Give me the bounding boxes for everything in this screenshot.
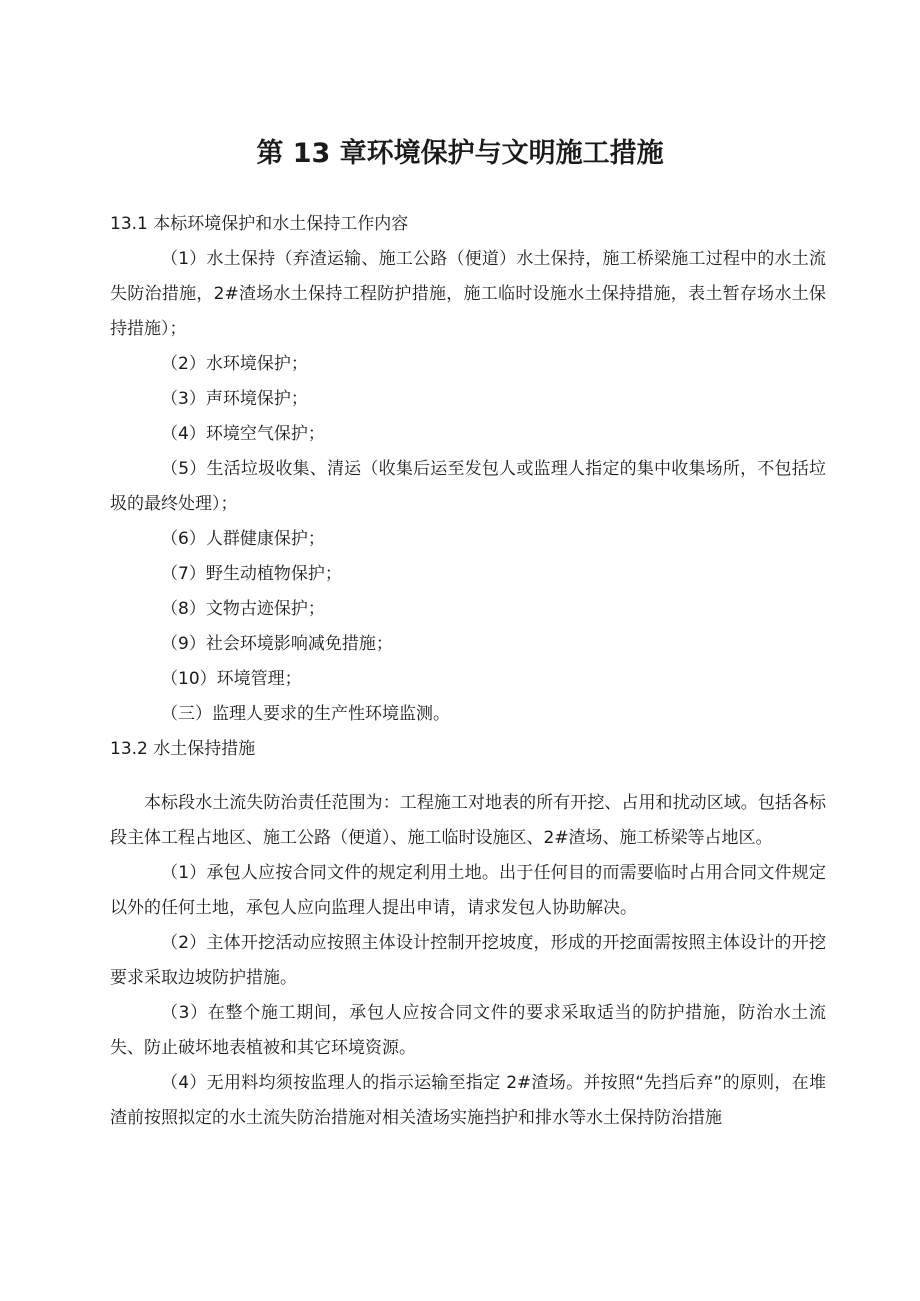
list-item: （4）环境空气保护； bbox=[161, 424, 325, 444]
list-item: （8）文物古迹保护； bbox=[161, 599, 325, 619]
paragraph: 本标段水土流失防治责任范围为：工程施工对地表的所有开挖、占用和扰动区域。包括各标段主体工程占地区、施工公路（便道）、施工临时设施区、2#渣场、施工桥梁等占地区。 bbox=[110, 793, 826, 848]
list-item: （10）环境管理； bbox=[161, 669, 302, 689]
list-item: （3）在整个施工期间，承包人应按合同文件的要求采取适当的防护措施，防治水土流失、防止破坏地表植被和其它环境资源。 bbox=[110, 1003, 826, 1058]
list-item: （2）主体开挖活动应按照主体设计控制开挖坡度，形成的开挖面需按照主体设计的开挖要求采取边坡防护措施。 bbox=[110, 933, 826, 988]
section-heading: 13.2 水土保持措施 bbox=[110, 739, 256, 759]
list-item: （1）水土保持（弃渣运输、施工公路（便道）水土保持，施工桥梁施工过程中的水土流失防治措施，2#渣场水土保持工程防护措施，施工临时设施水土保持措施，表土暂存场水土保持措施）； bbox=[110, 249, 826, 339]
list-item: （3）声环境保护； bbox=[161, 389, 308, 409]
document-title: 第 13 章环境保护与文明施工措施 bbox=[256, 138, 664, 169]
list-item: （三）监理人要求的生产性环境监测。 bbox=[161, 704, 450, 724]
list-item: （9）社会环境影响减免措施； bbox=[161, 634, 393, 654]
list-item: （1）承包人应按合同文件的规定利用土地。出于任何目的而需要临时占用合同文件规定以外的任何土地，承包人应向监理人提出申请，请求发包人协助解决。 bbox=[110, 863, 826, 918]
section-heading: 13.1 本标环境保护和水土保持工作内容 bbox=[110, 214, 409, 234]
list-item: （7）野生动植物保护； bbox=[161, 564, 342, 584]
list-item: （6）人群健康保护； bbox=[161, 529, 325, 549]
list-item: （2）水环境保护； bbox=[161, 354, 308, 374]
document-body bbox=[110, 207, 826, 1136]
list-item: （4）无用料均须按监理人的指示运输至指定 2#渣场。并按照“先挡后弃”的原则，在堆渣前按照拟定的水土流失防治措施对相关渣场实施挡护和排水等水土保持防治措施 bbox=[110, 1073, 826, 1128]
list-item: （5）生活垃圾收集、清运（收集后运至发包人或监理人指定的集中收集场所，不包括垃圾的最终处理）； bbox=[110, 459, 826, 514]
